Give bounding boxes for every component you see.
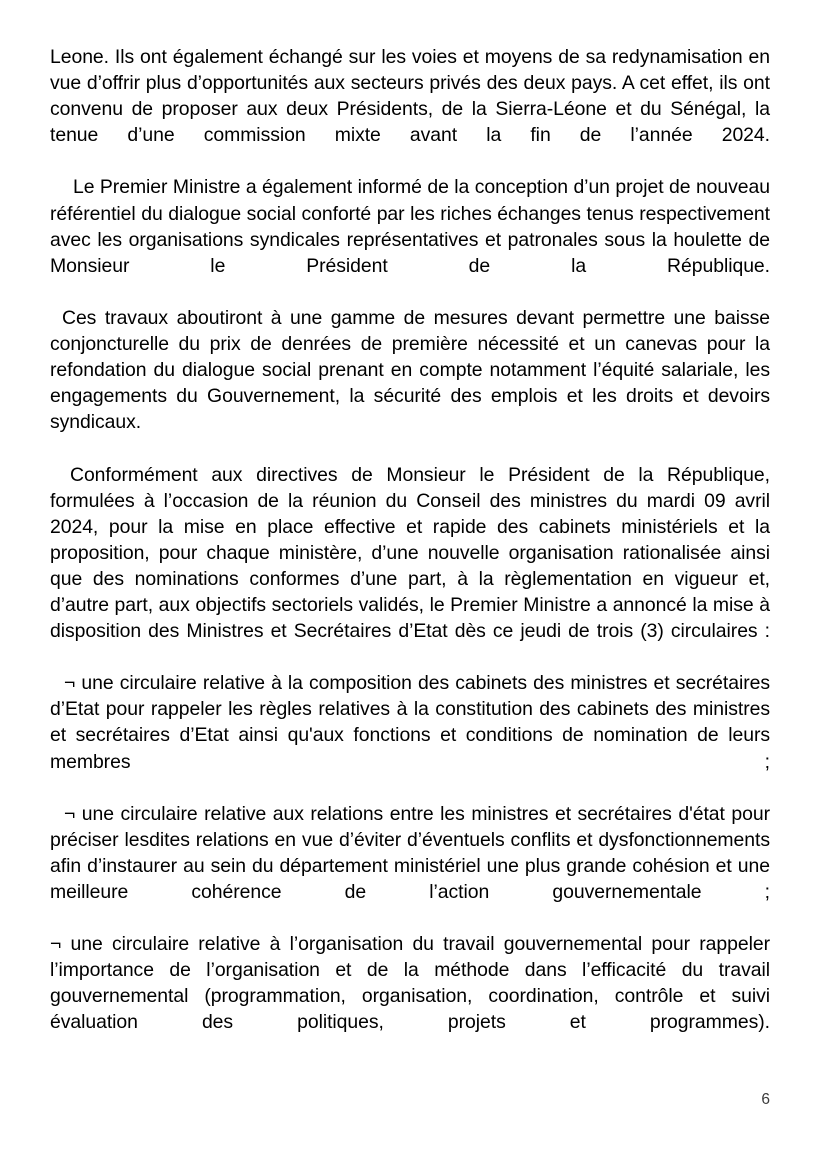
paragraph-mesures: Ces travaux aboutiront à une gamme de mesures devant permettre une baisse conjoncturelle du prix de denrées de première nécessité et un canevas pour la refondation du dialogue social prenant en compte notamment l’équité salariale, les engagements du Gouvernement, la sécurité des emplois et les droits et devoirs syndicaux.: [50, 306, 770, 434]
list-item-label: une circulaire relative aux relations entre les ministres et secrétaires d'état pour préciser lesdites relations en vue d’éviter d’éventuels conflits et dysfonctionnements afin d’instaurer au sein du département ministériel une plus grande cohésion et une meilleure cohérence de l’action gouvernementale ;: [50, 802, 770, 903]
paragraph-dialogue-social: Le Premier Ministre a également informé de la conception d’un projet de nouveau référentiel du dialogue social conforté par les riches échanges tenus respectivement avec les organisations syndicales représentatives et patronales sous la houlette de Monsieur le Président de la République.: [50, 176, 770, 277]
page-number: 6: [761, 1091, 770, 1108]
list-item-label: une circulaire relative à l’organisation du travail gouvernemental pour rappeler l’importance de l’organisation et de la méthode dans l’efficacité du travail gouvernemental (programmation, organisation, coordination, contrôle et suivi évaluation des politiques, projets et programmes).: [50, 933, 770, 1034]
document-text-column: [50, 44, 770, 1062]
paragraph-directives: Conformément aux directives de Monsieur le Président de la République, formulées à l’occasion de la réunion du Conseil des ministres du mardi 09 avril 2024, pour la mise en place effective et rapide des cabinets ministériels et la proposition, pour chaque ministère, d’une nouvelle organisation rationalisée ainsi que des nominations conformes d’une part, à la règlementation en vigueur et, d’autre part, aux objectifs sectoriels validés, le Premier Ministre a annoncé la mise à disposition des Ministres et Secrétaires d’Etat dès ce jeudi de trois (3) circulaires :: [50, 463, 770, 643]
list-item-label: une circulaire relative à la composition des cabinets des ministres et secrétaires d’Etat pour rappeler les règles relatives à la constitution des cabinets des ministres et secrétaires d’Etat ainsi qu'aux fonctions et conditions de nomination de leurs membres ;: [50, 672, 770, 773]
list-item-circular-composition-cabinets: [50, 670, 770, 800]
not-sign-bullet-icon: ¬: [64, 802, 76, 825]
list-item-circular-organisation-travail: [50, 931, 770, 1061]
paragraph-sierra-leone: Leone. Ils ont également échangé sur les voies et moyens de sa redynamisation en vue d’offrir plus d’opportunités aux secteurs privés des deux pays. A cet effet, ils ont convenu de proposer aux deux Présidents, de la Sierra-Léone et du Sénégal, la tenue d’une commission mixte avant la fin de l’année 2024.: [50, 46, 770, 147]
list-item-circular-relations-ministres: [50, 801, 770, 931]
not-sign-bullet-icon: ¬: [50, 933, 62, 956]
not-sign-bullet-icon: ¬: [64, 672, 76, 695]
